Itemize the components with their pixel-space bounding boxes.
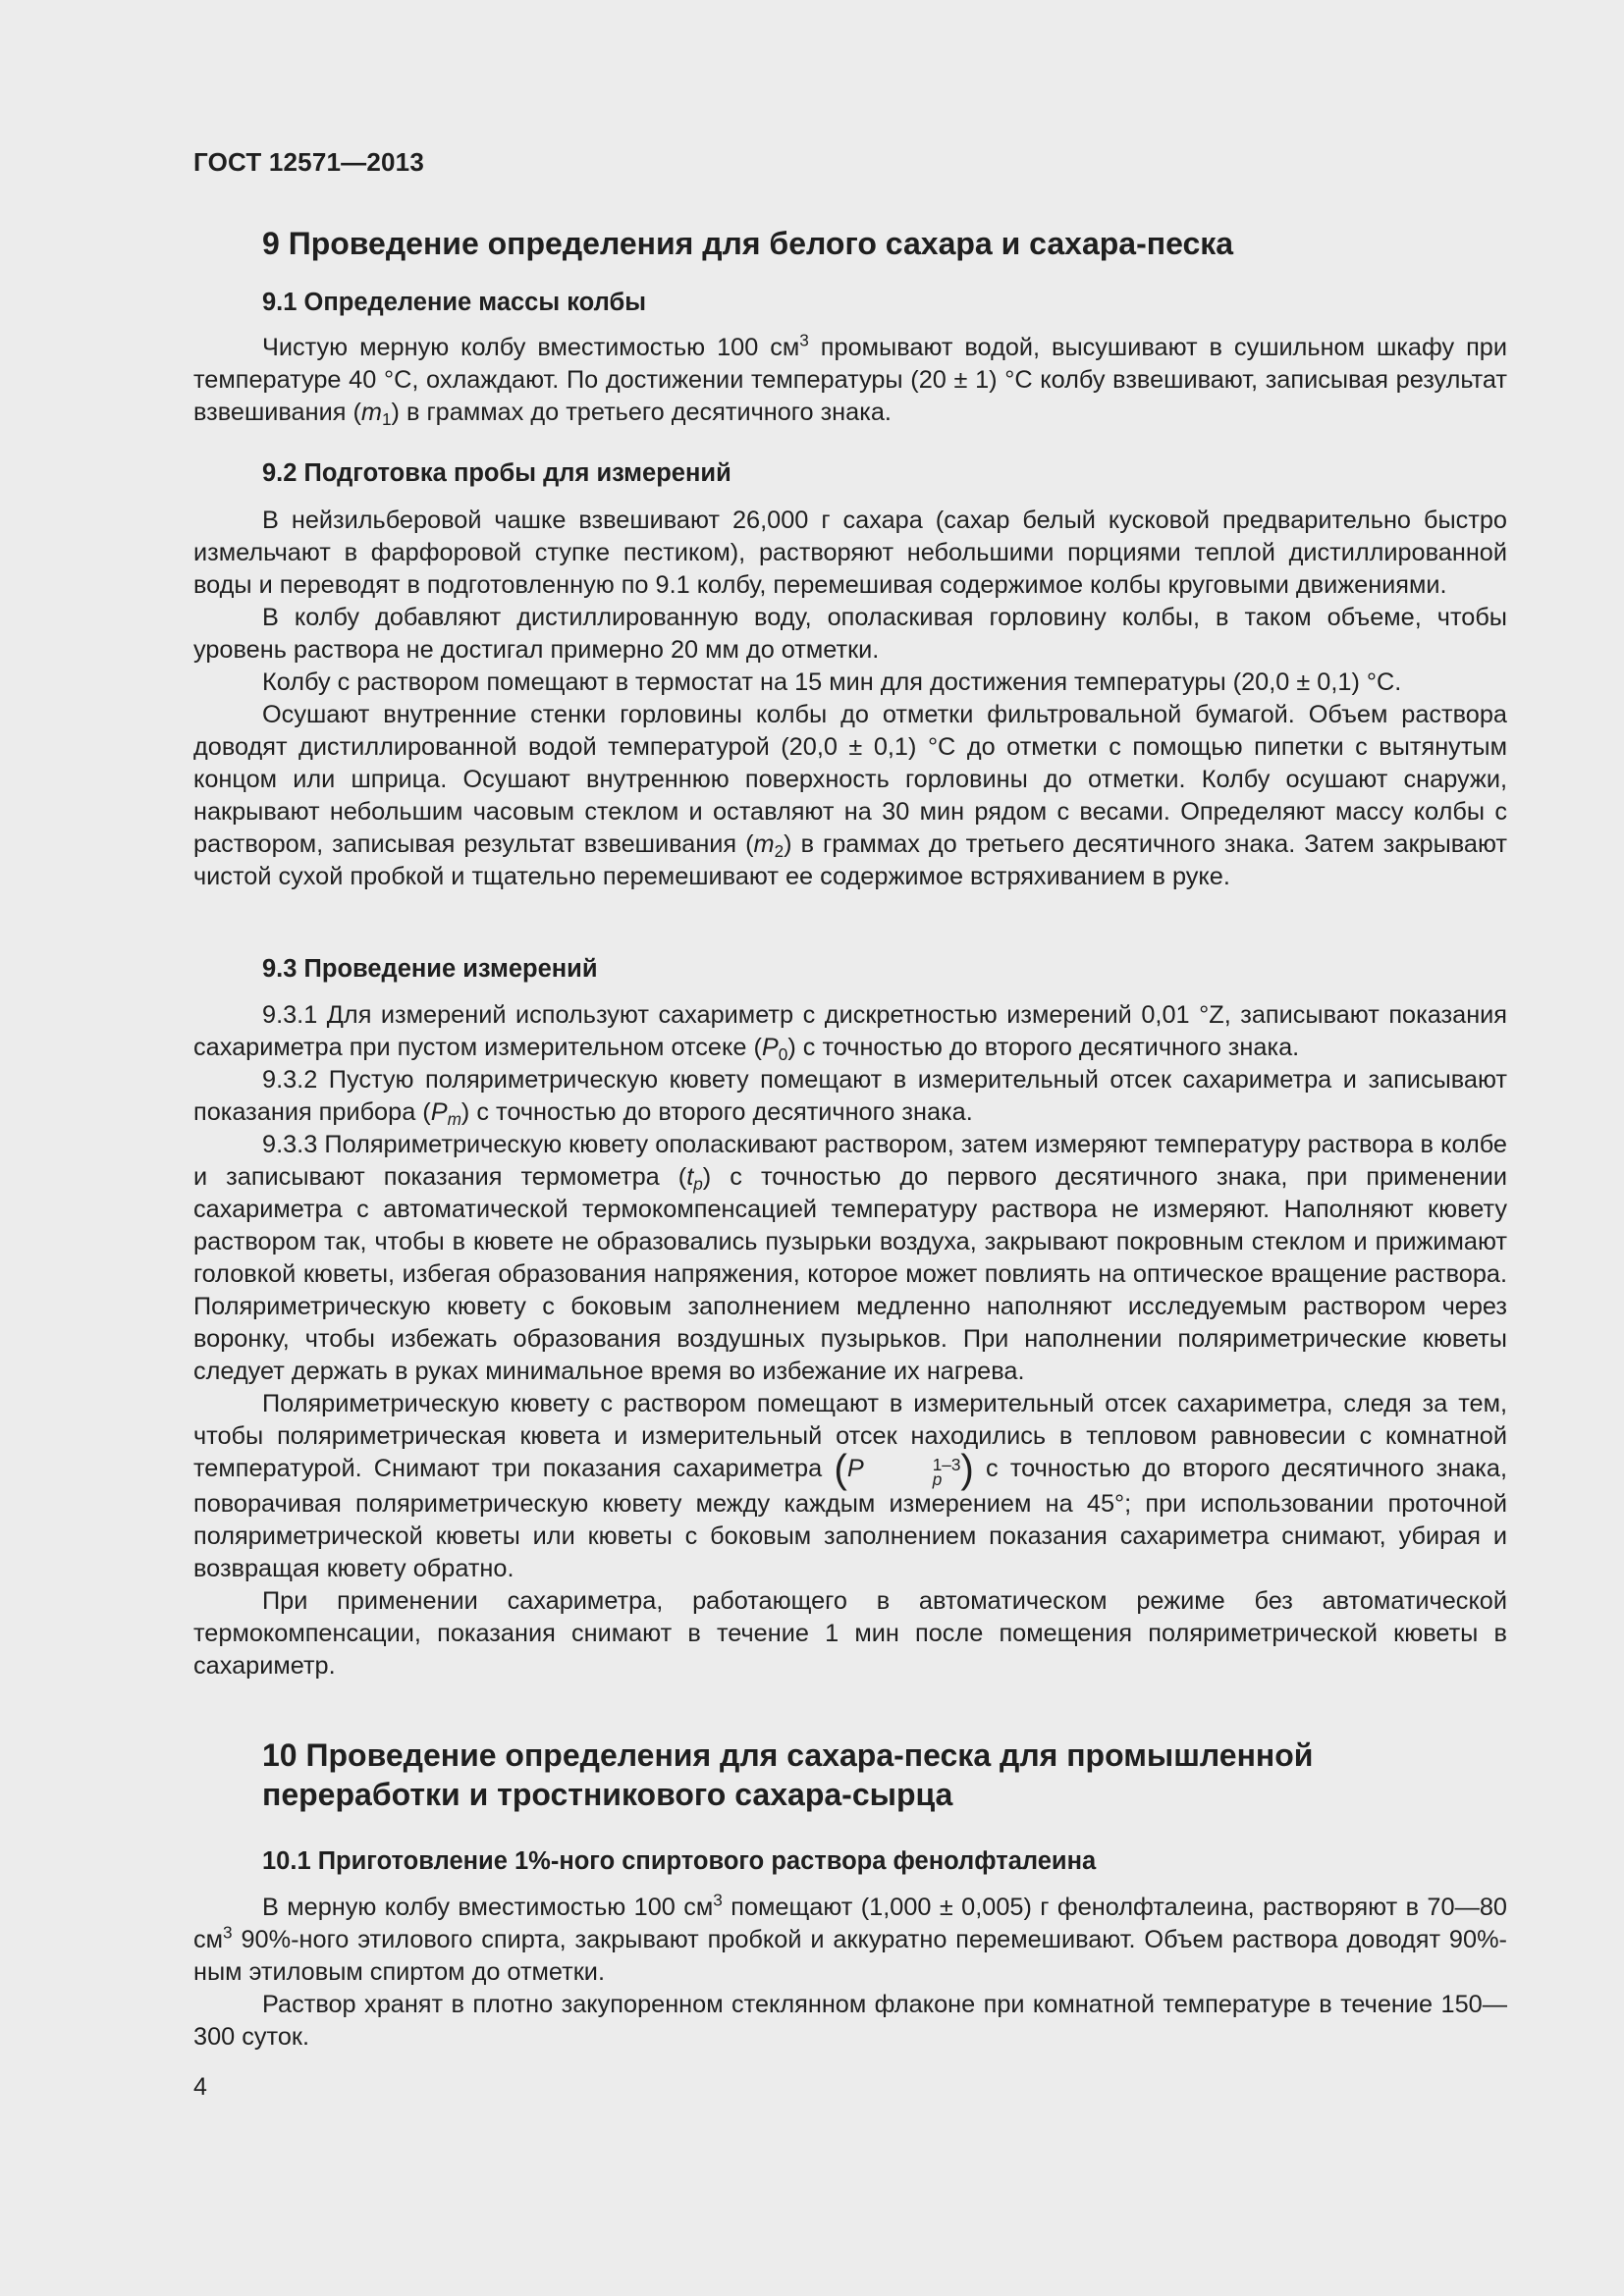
paragraph: Раствор хранят в плотно закупоренном стеклянном флаконе при комнатной температуре в течение 150—300 суток.	[193, 1991, 1507, 2051]
section-9-1-body	[193, 332, 1507, 429]
section-10-title: 10 Проведение определения для сахара-песка для промышленной переработки и тростникового сахара-сырца	[262, 1737, 1314, 1812]
section-9-2-title: 9.2 Подготовка пробы для измерений	[262, 459, 731, 487]
paragraph: В мерную колбу вместимостью 100 $см^3$ помещают (1,000 ± 0,005) г фенолфталеина, растворяют в 70—80 $см^3$ 90%-ного этилового спирта, закрывают пробкой и аккуратно перемешивают. Объем раствора доводят 90%-ным этиловым спиртом до отметки.	[193, 1890, 1507, 1986]
section-9-3-body	[193, 999, 1507, 1682]
paragraph: Поляриметрическую кювету с раствором помещают в измерительный отсек сахариметра, следя за тем, чтобы поляриметрическая кювета и измерительный отсек находились в тепловом равновесии с комнатной температурой. Снимают три показания сахариметра (P 1–3 p ) с точностью до второго десятичного знака, поворачивая поляриметрическую кювету между каждым измерением на 45°; при использовании проточной поляриметрической кюветы или кюветы с боковым заполнением показания сахариметра снимают, убирая и возвращая кювету обратно.	[193, 1390, 1507, 1583]
page-number: 4	[193, 2073, 207, 2101]
paragraph: Чистую мерную колбу вместимостью 100 $см^3$ промывают водой, высушивают в сушильном шкафу при температуре 40 °С, охлаждают. По достижении температуры (20 ± 1) °С колбу взвешивают, записывая результат взвешивания $(m_1)$ в граммах до третьего десятичного знака.	[193, 330, 1507, 430]
section-9-3-title: 9.3 Проведение измерений	[262, 955, 598, 983]
paragraph: В нейзильберовой чашке взвешивают 26,000 г сахара (сахар белый кусковой предварительно быстро измельчают в фарфоровой ступке пестиком), растворяют небольшими порциями теплой дистиллированной воды и переводят в подготовленную по 9.1 колбу, перемешивая содержимое колбы круговыми движениями.	[193, 507, 1507, 599]
section-9-2-body	[193, 505, 1507, 893]
paragraph: 9.3.2 Пустую поляриметрическую кювету помещают в измерительный отсек сахариметра и записывают показания прибора $(P_m)$ с точностью до второго десятичного знака.	[193, 1066, 1507, 1130]
paragraph: Осушают внутренние стенки горловины колбы до отметки фильтровальной бумагой. Объем раствора доводят дистиллированной водой температурой (20,0 ± 0,1) °С до отметки с помощью пипетки с вытянутым концом или шприца. Осушают внутреннюю поверхность горловины до отметки. Колбу осушают снаружи, накрывают небольшим часовым стеклом и оставляют на 30 мин рядом с весами. Определяют массу колбы с раствором, записывая результат взвешивания $(m_2)$ в граммах до третьего десятичного знака. Затем закрывают чистой сухой пробкой и тщательно перемешивают ее содержимое встряхиванием в руке.	[193, 701, 1507, 890]
paragraph: 9.3.3 Поляриметрическую кювету ополаскивают раствором, затем измеряют температуру раствора в колбе и записывают показания термометра $(t_p)$ с точностью до первого десятичного знака, при применении сахариметра с автоматической термокомпенсацией температуру раствора не измеряют. Наполняют кювету раствором так, чтобы в кювете не образовались пузырьки воздуха, закрывают покровным стеклом и прижимают головкой кюветы, избегая образования напряжения, которое может повлиять на оптическое вращение раствора. Поляриметрическую кювету с боковым заполнением медленно наполняют исследуемым раствором через воронку, чтобы избежать образования воздушных пузырьков. При наполнении поляриметрические кюветы следует держать в руках минимальное время во избежание их нагрева.	[193, 1131, 1508, 1385]
standard-number: ГОСТ 12571—2013	[193, 147, 424, 177]
paragraph: При применении сахариметра, работающего в автоматическом режиме без автоматической термокомпенсации, показания снимают в течение 1 мин после помещения поляриметрической кюветы в сахариметр.	[193, 1587, 1507, 1681]
section-9-1-title: 9.1 Определение массы колбы	[262, 289, 646, 316]
paragraph: Колбу с раствором помещают в термостат на 15 мин для достижения температуры (20,0 ± 0,1) °С.	[262, 668, 1402, 696]
section-9-title: 9 Проведение определения для белого сахара и сахара-песка	[262, 226, 1234, 261]
paragraph: 9.3.1 Для измерений используют сахариметр с дискретностью измерений 0,01 °Z, записывают показания сахариметра при пустом измерительном отсеке $(P_0)$ с точностью до второго десятичного знака.	[193, 1001, 1507, 1065]
paragraph: В колбу добавляют дистиллированную воду, ополаскивая горловину колбы, в таком объеме, чтобы уровень раствора не достигал примерно 20 мм до отметки.	[193, 604, 1507, 664]
section-10-1-title: 10.1 Приготовление 1%-ного спиртового раствора фенолфталеина	[262, 1847, 1097, 1875]
section-10-1-body	[193, 1892, 1507, 2054]
